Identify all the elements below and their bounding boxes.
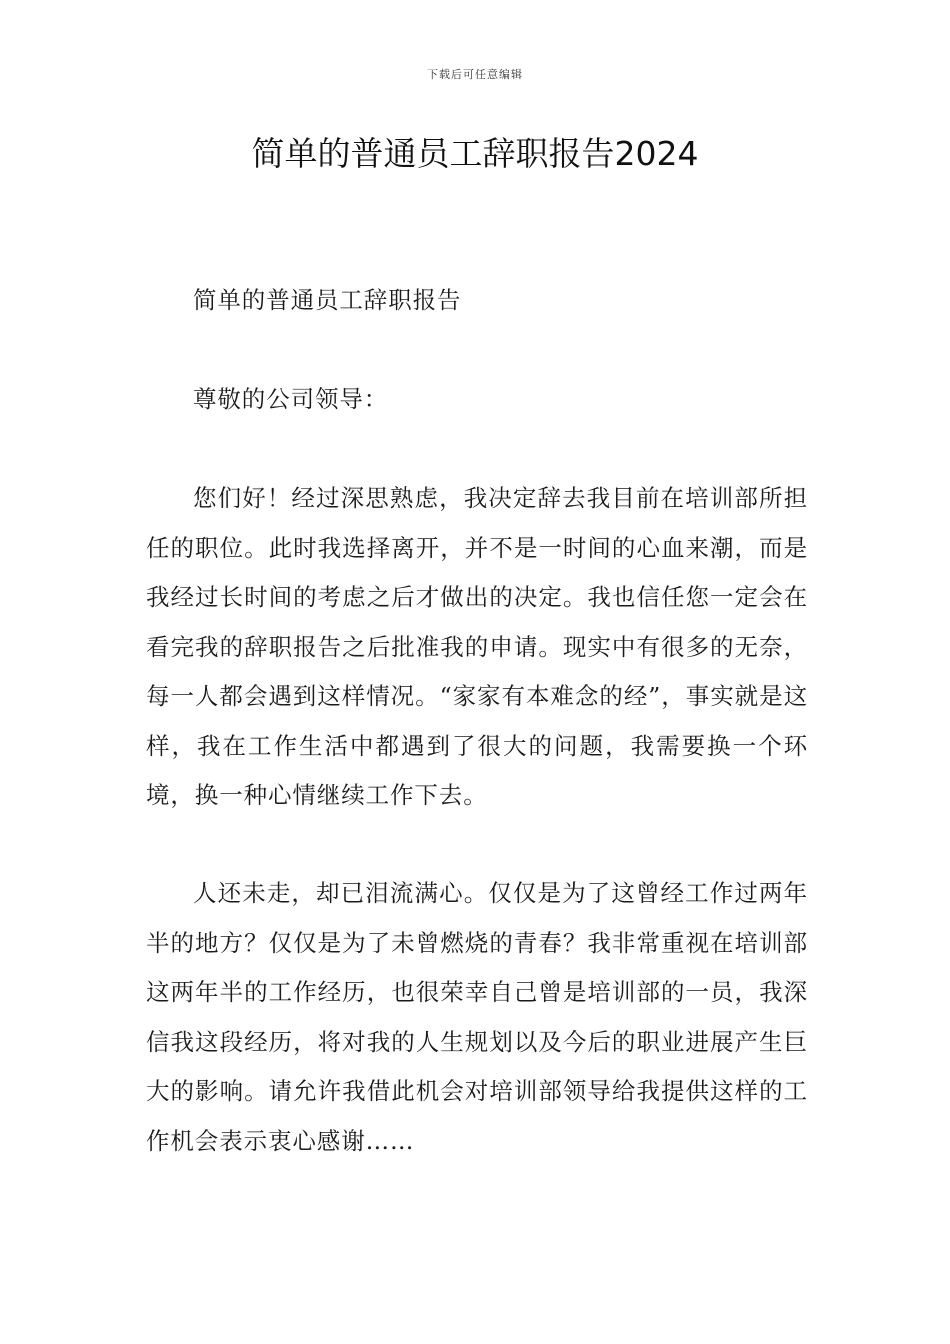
salutation: 尊敬的公司领导： bbox=[193, 385, 389, 413]
body-paragraph-1: 您们好！经过深思熟虑，我决定辞去我目前在培训部所担任的职位。此时我选择离开，并不是一时间的心血来潮，而是我经过长时间的考虑之后才做出的决定。我也信任您一定会在看完我的辞职报告之后批准我的申请。现实中有很多的无奈，每一人都会遇到这样情况。“家家有本难念的经”，事实就是这样，我在工作生活中都遇到了很大的问题，我需要换一个环境，换一种心情继续工作下去。 bbox=[146, 484, 808, 809]
document-title: 简单的普通员工辞职报告2024 bbox=[251, 134, 699, 173]
body-paragraph-2: 人还未走，却已泪流满心。仅仅是为了这曾经工作过两年半的地方？仅仅是为了未曾燃烧的青春？我非常重视在培训部这两年半的工作经历，也很荣幸自己曾是培训部的一员，我深信我这段经历，将对我的人生规划以及今后的职业进展产生巨大的影响。请允许我借此机会对培训部领导给我提供这样的工作机会表示衷心感谢…… bbox=[146, 879, 808, 1155]
page-header-note: 下载后可任意编辑 bbox=[427, 68, 523, 81]
document-subtitle: 简单的普通员工辞职报告 bbox=[193, 286, 462, 314]
